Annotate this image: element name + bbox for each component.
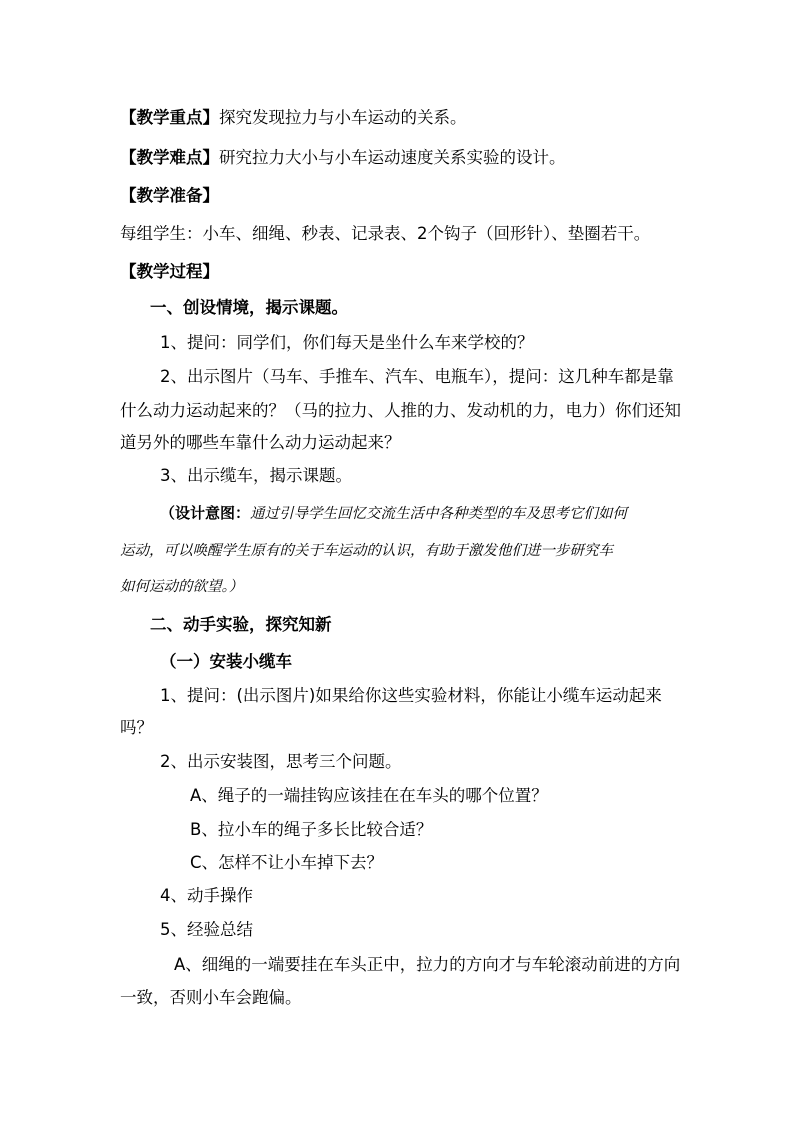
teaching-preparation-heading: 【教学准备】 bbox=[120, 186, 219, 205]
question-c: C、怎样不让小车掉下去？ bbox=[190, 853, 384, 872]
section-one-item-2-line-3: 道另外的哪些车靠什么动力运动起来？ bbox=[120, 433, 401, 452]
teaching-focus-text: 探究发现拉力与小车运动的关系。 bbox=[219, 108, 467, 127]
section-one-item-3: 3、出示缆车，揭示课题。 bbox=[160, 466, 352, 485]
teaching-difficulty-text: 研究拉力大小与小车运动速度关系实验的设计。 bbox=[219, 148, 566, 167]
summary-line-2: 一致，否则小车会跑偏。 bbox=[120, 988, 302, 1007]
subsection-install-heading: （一）安装小缆车 bbox=[160, 652, 292, 671]
section-two-item-1-line-1: 1、提问：(出示图片)如果给你这些实验材料，你能让小缆车运动起来 bbox=[160, 686, 662, 705]
section-one-item-2-line-1: 2、出示图片（马车、手推车、汽车、电瓶车），提问：这几种车都是靠 bbox=[160, 367, 674, 386]
section-one-heading: 一、创设情境，揭示课题。 bbox=[150, 298, 348, 317]
design-intent-text-1: 通过引导学生回忆交流生活中各种类型的车及思考它们如何 bbox=[250, 506, 628, 522]
teaching-focus-line bbox=[120, 108, 467, 128]
question-a: A、绳子的一端挂钩应该挂在在车头的哪个位置？ bbox=[190, 786, 548, 805]
question-b: B、拉小车的绳子多长比较合适？ bbox=[190, 820, 433, 839]
design-intent-line-1 bbox=[160, 503, 627, 524]
section-two-item-4: 4、动手操作 bbox=[160, 886, 253, 905]
section-one-item-2-line-2: 什么动力运动起来的？（马的拉力、人推的力、发动机的力，电力）你们还知 bbox=[120, 401, 681, 420]
materials-line: 每组学生：小车、细绳、秒表、记录表、2个钩子（回形针）、垫圈若干。 bbox=[120, 224, 651, 243]
teaching-difficulty-label: 【教学难点】 bbox=[120, 148, 219, 167]
section-two-item-2: 2、出示安装图，思考三个问题。 bbox=[160, 752, 402, 771]
teaching-difficulty-line bbox=[120, 148, 566, 168]
design-intent-line-2: 运动，可以唤醒学生原有的关于车运动的认识，有助于激发他们进一步研究车 bbox=[120, 543, 613, 559]
section-two-item-1-line-2: 吗？ bbox=[120, 718, 153, 737]
design-intent-label: （设计意图： bbox=[160, 504, 251, 522]
teaching-process-heading: 【教学过程】 bbox=[120, 262, 219, 281]
teaching-focus-label: 【教学重点】 bbox=[120, 108, 219, 127]
section-two-item-5: 5、经验总结 bbox=[160, 920, 253, 939]
section-one-item-1: 1、提问：同学们，你们每天是坐什么车来学校的？ bbox=[160, 333, 534, 352]
summary-line-1: A、细绳的一端要挂在车头正中，拉力的方向才与车轮滚动前进的方向 bbox=[174, 955, 681, 974]
section-two-heading: 二、动手实验，探究知新 bbox=[150, 615, 332, 634]
design-intent-line-3: 如何运动的欲望。） bbox=[120, 579, 244, 595]
